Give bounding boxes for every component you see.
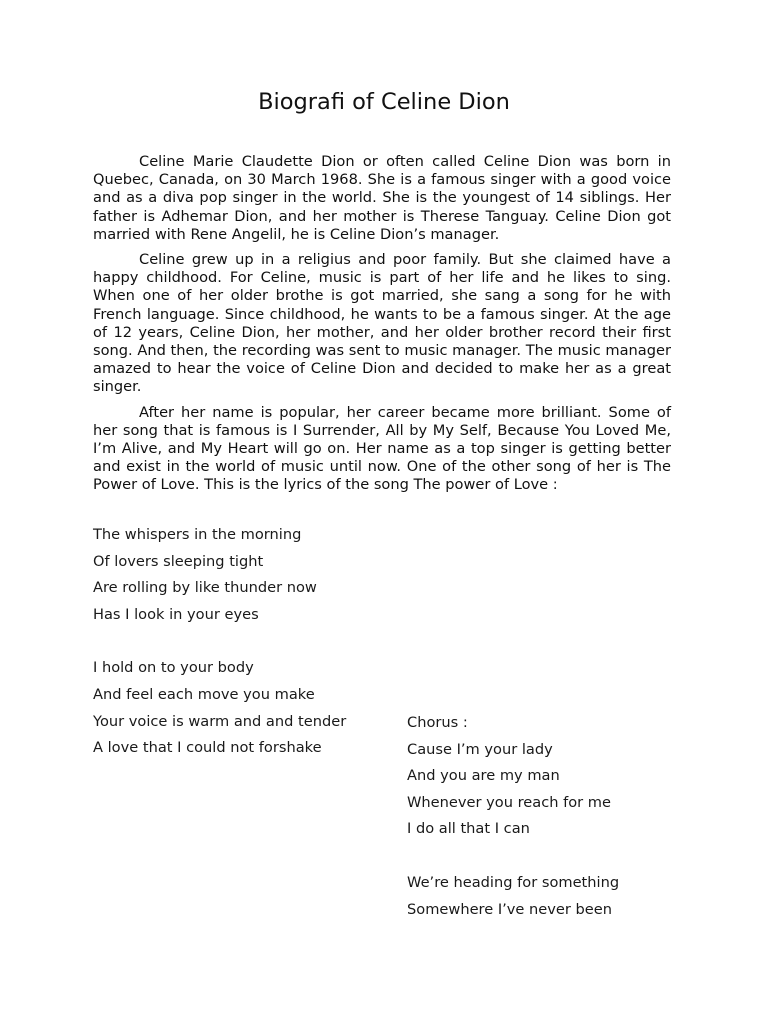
paragraph-career: After her name is popular, her career became more brilliant. Some of her song that is famous is I Surrender, All by My Self, Because You Loved Me, I’m Alive, and My Heart will go on. Her name as a top singer is getting better and exist in the world of music until now. One of the other song of her is The Power of Love. This is the lyrics of the song The power of Love : (93, 403, 671, 494)
lyric-line: I do all that I can (407, 820, 530, 838)
lyric-line: I hold on to your body (93, 659, 254, 677)
lyric-line: The whispers in the morning (93, 526, 302, 543)
lyrics-right-column (407, 714, 707, 927)
document-title: Biografi of Celine Dion (258, 89, 510, 115)
lyric-line: And you are my man (407, 767, 560, 785)
stanza-gap (407, 847, 707, 874)
lyric-line: Whenever you reach for me (407, 793, 612, 811)
lyric-line: A love that I could not forshake (93, 739, 322, 757)
chorus-label: Chorus : (407, 714, 468, 731)
lyric-line: Your voice is warm and and tender (93, 712, 347, 730)
biography-body (93, 153, 671, 502)
lyric-line: Are rolling by like thunder now (93, 579, 317, 597)
lyric-line: And feel each move you make (93, 685, 315, 703)
lyrics-left-column (93, 526, 353, 766)
lyric-line: Of lovers sleeping tight (93, 552, 264, 570)
lyric-line: Somewhere I’ve never been (407, 900, 612, 918)
paragraph-birth: Celine Marie Claudette Dion or often called Celine Dion was born in Quebec, Canada, on 30 March 1968. She is a famous singer with a good voice and as a diva pop singer in the world. She is the youngest of 14 siblings. Her father is Adhemar Dion, and her mother is Therese Tanguay. Celine Dion got married with Rene Angelil, he is Celine Dion’s manager. (93, 153, 671, 243)
lyric-line: We’re heading for something (407, 873, 620, 891)
paragraph-childhood: Celine grew up in a religius and poor family. But she claimed have a happy childhood. For Celine, music is part of her life and he likes to sing. When one of her older brothe is got married, she sang a song for he with French language. Since childhood, he wants to be a famous singer. At the age of 12 years, Celine Dion, her mother, and her older brother record their first song. And then, the recording was sent to music manager. The music manager amazed to hear the voice of Celine Dion and decided to make her as a great singer. (93, 251, 671, 396)
lyric-line: Cause I’m your lady (407, 740, 553, 758)
lyric-line: Has I look in your eyes (93, 605, 259, 623)
stanza-gap (93, 632, 353, 659)
